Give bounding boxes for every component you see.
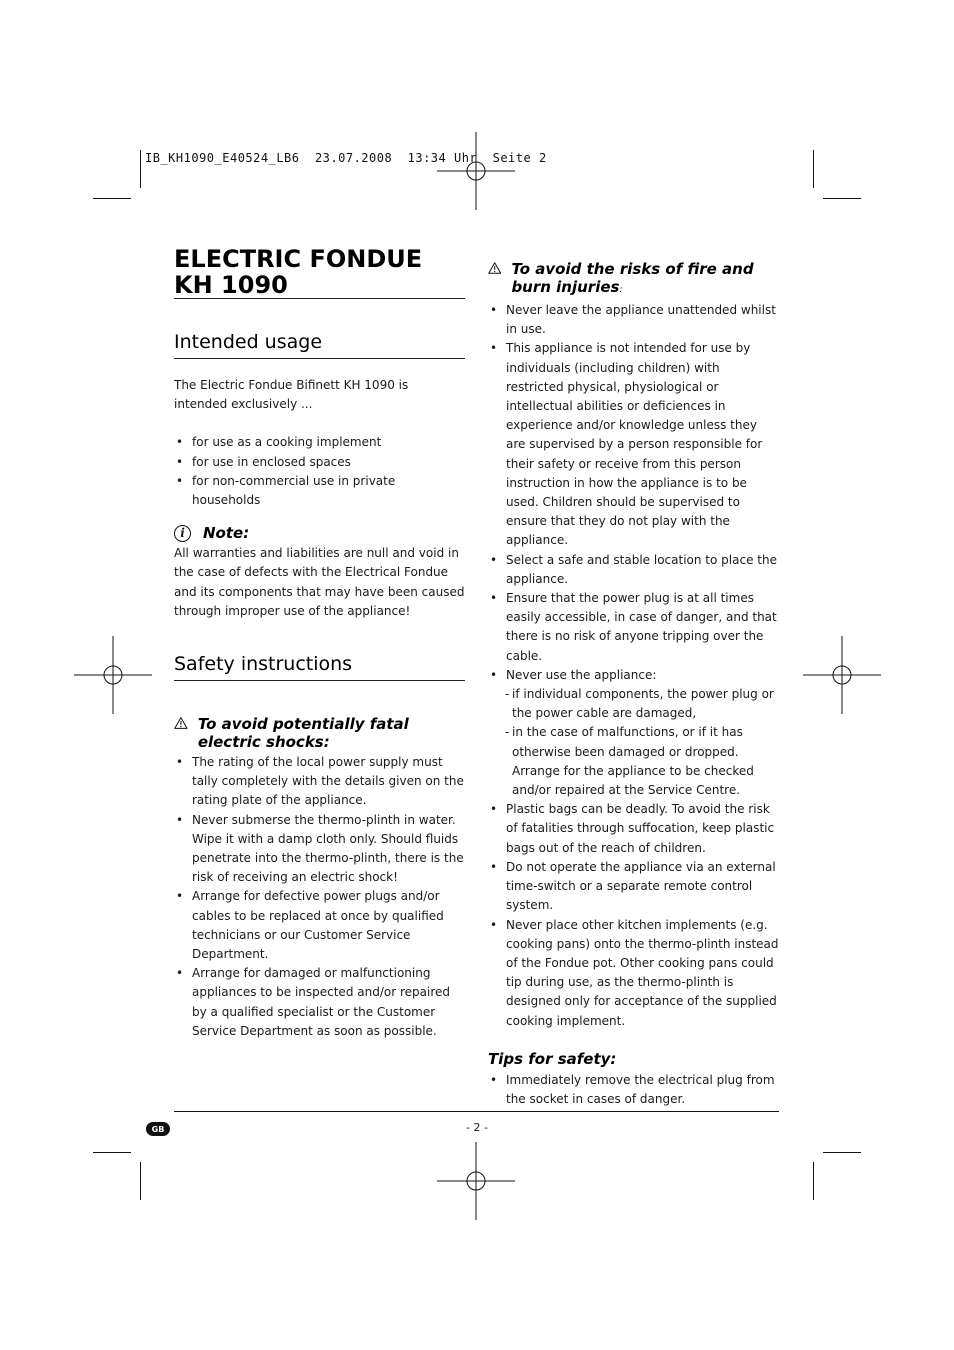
list-item: • Never place other kitchen implements (e.g. cooking pans) onto the thermo-plinth instead of the Fondue pot. Other cooking pans could tip during use, as the thermo-plinth is designed only for acceptance of the supplied cooking implement. (488, 916, 779, 1031)
list-item: • Select a safe and stable location to place the appliance. (488, 551, 779, 589)
left-column (174, 246, 465, 1041)
list-item: • Never submerse the thermo-plinth in water. Wipe it with a damp cloth only. Should fluids penetrate into the thermo-plinth, there is the risk of receiving an electric shock! (174, 811, 465, 888)
crop-mark (93, 1152, 131, 1153)
list-item: • for use in enclosed spaces (174, 453, 465, 472)
country-badge: GB (146, 1122, 170, 1136)
fire-burn-title (511, 260, 779, 299)
registration-mark-icon (437, 132, 515, 210)
fire-burn-heading (488, 260, 779, 299)
note-heading (174, 524, 465, 542)
crop-mark (823, 1152, 861, 1153)
list-item-text: Never use the appliance: (506, 667, 657, 682)
registration-mark-icon (437, 1142, 515, 1220)
fire-burn-title-text: To avoid the risks of fire and burn injuries (511, 260, 754, 296)
sub-list-item: - in the case of malfunctions, or if it has otherwise been damaged or dropped. Arrange for the appliance to be checked and/or repaired at the Service Centre. (506, 723, 779, 800)
page-number: - 2 - (466, 1121, 488, 1134)
print-slug: IB_KH1090_E40524_LB6 23.07.2008 13:34 Uhr Seite 2 (145, 151, 547, 165)
page-title (174, 246, 465, 298)
list-item: • Ensure that the power plug is at all times easily accessible, in case of danger, and that there is no risk of anyone tripping over the cable. (488, 589, 779, 666)
list-item: • Arrange for defective power plugs and/or cables to be replaced at once by qualified technicians or our Customer Service Department. (174, 887, 465, 964)
electric-shock-list (174, 753, 465, 1041)
list-item: • Plastic bags can be deadly. To avoid the risk of fatalities through suffocation, keep plastic bags out of the reach of children. (488, 800, 779, 858)
crop-mark (140, 1162, 141, 1200)
tips-list (488, 1071, 779, 1109)
list-item: • for non-commercial use in private households (174, 472, 465, 510)
section-rule (174, 358, 465, 359)
list-item: • Arrange for damaged or malfunctioning appliances to be inspected and/or repaired by a qualified specialist or the Customer Service Department as soon as possible. (174, 964, 465, 1041)
warning-triangle-icon (174, 715, 188, 731)
list-item: • The rating of the local power supply must tally completely with the details given on the rating plate of the appliance. (174, 753, 465, 811)
crop-mark (813, 150, 814, 188)
fire-burn-list (488, 301, 779, 1031)
warning-triangle-icon (488, 260, 501, 276)
list-item (488, 666, 779, 800)
intended-usage-intro (174, 376, 465, 414)
safety-instructions-heading: Safety instructions (174, 653, 353, 676)
intended-usage-heading: Intended usage (174, 331, 323, 353)
registration-mark-icon (74, 636, 152, 714)
list-item: • Immediately remove the electrical plug from the socket in cases of danger. (488, 1071, 779, 1109)
title-line-2: KH 1090 (174, 271, 288, 299)
crop-mark (823, 198, 861, 199)
electric-shock-heading (174, 715, 465, 751)
list-item: • Do not operate the appliance via an external time-switch or a separate remote control system. (488, 858, 779, 916)
intro-text: The Electric Fondue Bifinett KH 1090 is intended exclusively ... (174, 378, 409, 412)
crop-mark (93, 198, 131, 199)
registration-mark-icon (803, 636, 881, 714)
right-column (488, 260, 779, 1109)
footer-rule (174, 1111, 779, 1112)
tips-heading: Tips for safety: (488, 1049, 617, 1068)
list-item: • for use as a cooking implement (174, 433, 465, 452)
note-text (174, 544, 465, 621)
info-icon: i (174, 525, 191, 542)
electric-shock-title: To avoid potentially fatal electric shocks: (197, 715, 409, 752)
crop-mark (140, 150, 141, 188)
crop-mark (813, 1162, 814, 1200)
sub-list (506, 685, 779, 800)
list-item: • This appliance is not intended for use by individuals (including children) with restricted physical, physiological or intellectual abilities or deficiences in experience and/or knowledge unless they are supervised by a person responsible for their safety or receive from this person instruction in how the appliance is to be used. Children should be supervised to ensure that they do not play with the appliance. (488, 339, 779, 550)
fire-burn-title-suffix: : (619, 285, 623, 295)
section-rule (174, 680, 465, 681)
list-item: • Never leave the appliance unattended whilst in use. (488, 301, 779, 339)
note-body: All warranties and liabilities are null and void in the case of defects with the Electrical Fondue and its components that may have been caused through improper use of the appliance! (174, 546, 465, 618)
intended-usage-list (174, 433, 465, 510)
note-title: Note: (203, 524, 250, 543)
title-line-1: ELECTRIC FONDUE (174, 245, 423, 273)
sub-list-item: - if individual components, the power plug or the power cable are damaged, (506, 685, 779, 723)
